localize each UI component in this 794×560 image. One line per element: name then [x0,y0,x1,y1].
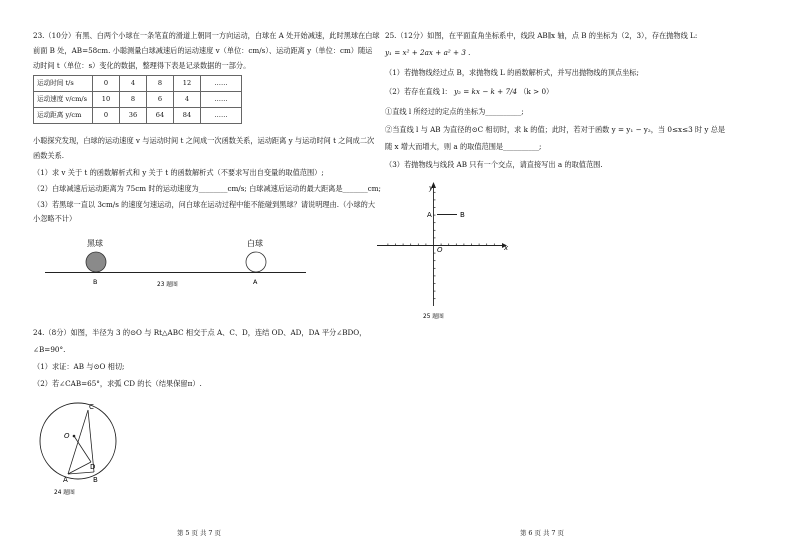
page-number-right: 第 6 页 共 7 页 [520,529,564,537]
q25-figure [385,178,525,318]
table-row [34,76,242,92]
label-a: A [63,476,68,484]
label-c: C [89,403,94,411]
q24-part-1: （1）求证：AB 与⊙O 相切; [33,362,125,371]
q25-caption: 25 题图 [423,314,444,320]
label-b: B [460,211,465,219]
page-number-left: 第 5 页 共 7 页 [177,529,221,537]
q25-part-2-intro: （2）若存在直线 l： [385,87,452,96]
q23-line-3: 动时间 t（单位：s）变化的数据，整理得下表是记录数据的一部分。 [33,61,251,70]
table-cell: 运动时间 t/s [34,76,93,92]
q25-line-1: 25.（12分）如图，在平面直角坐标系中，线段 AB∥x 轴，点 B 的坐标为（2，3），存在抛物线 L: [385,31,698,40]
q25-formula: y₁ = x² + 2ax + a² + 3 . [385,48,471,57]
q24-line-1: 24.（8分）如图，半径为 3 的⊙O 与 Rt△ABC 相交于点 A、C、D，连结 OD、AD，DA 平分∠BDO， [33,328,367,337]
table-cell: 8 [120,92,147,108]
center-dot [73,435,76,438]
table-cell: 0 [93,108,120,124]
table-cell: 36 [120,108,147,124]
table-cell: …… [201,76,242,92]
q24-part-2: （2）若∠CAB=65°，求弧 CD 的长（结果保留π）. [33,379,202,388]
q24-figure [30,398,150,498]
white-ball [246,252,266,272]
q23-line-5: 函数关系. [33,151,65,160]
label-x: x [504,244,509,252]
table-cell: …… [201,108,242,124]
q23-part-1: （1）求 v 关于 t 的函数解析式和 y 关于 t 的函数解析式（不要求写出自变量的取值范围）; [33,168,324,177]
q25-sub-2b: 随 x 增大而增大，则 a 的取值范围是__________; [385,142,542,151]
q24-caption: 24 题图 [54,490,75,496]
white-ball-label: 白球 [247,239,263,248]
table-cell: 运动速度 v/cm/s [34,92,93,108]
segment-od [74,436,91,462]
label-o: O [64,432,70,440]
q23-part-2: （2）白球减速后运动距离为 75cm 时的运动速度为________cm/s; 白球减速后运动的最大距离是_______cm; [33,184,381,193]
point-b-label: B [93,278,98,286]
table-cell: 4 [120,76,147,92]
label-a: A [427,211,432,219]
right-page [385,0,782,560]
table-cell: 84 [174,108,201,124]
table-cell: 6 [147,92,174,108]
table-cell: …… [201,92,242,108]
q23-line-2: 前面 B 处，AB=58cm. 小聪测量白球减速后的运动速度 v（单位：cm/s）、运动距离 y（单位：cm）随运 [33,46,373,55]
q23-figure [0,232,397,312]
q23-part-3: （3）若黑球一直以 3cm/s 的速度匀速运动，问白球在运动过程中能不能碰到黑球？请说明理由.（小球的大 [33,200,376,209]
label-d: D [90,463,96,471]
q25-line-equation: y₂ = kx − k + 7/4 [453,87,518,96]
table-cell: 8 [147,76,174,92]
table-row [34,92,242,108]
table-cell: 0 [93,76,120,92]
label-y: y [429,184,434,192]
point-a-label: A [253,278,258,286]
q23-data-table [33,75,242,124]
q25-sub-1: ①直线 l 所经过的定点的坐标为__________; [385,107,524,116]
q25-part-3: （3）若抛物线与线段 AB 只有一个交点，请直接写出 a 的取值范围. [385,160,603,169]
table-cell: 10 [93,92,120,108]
table-row [34,108,242,124]
q25-sub-2a: ②当直线 l 与 AB 为直径的⊙C 相切时，求 k 的值；此时，若对于函数 y = y₁ − y₂，当 0≤x≤3 时 y 总是 [385,125,726,134]
table-cell: 12 [174,76,201,92]
q23-part-4: 小忽略不计） [33,214,77,223]
q23-caption: 23 题图 [157,282,178,288]
black-ball [86,252,106,272]
label-b: B [93,476,98,484]
table-cell: 64 [147,108,174,124]
q25-part-1: （1）若抛物线经过点 B，求抛物线 L 的函数解析式，并写出抛物线的顶点坐标; [385,68,639,77]
table-cell: 运动距离 y/cm [34,108,93,124]
label-origin: O [437,246,443,254]
q25-part-2 [385,87,553,96]
table-cell: 4 [174,92,201,108]
black-ball-label: 黑球 [87,239,103,248]
q25-part-2-condition: （k > 0） [519,87,554,96]
q24-line-2: ∠B=90°. [33,345,66,354]
q23-line-1: 23.（10分）有黑、白两个小球在一条笔直的滑道上朝同一方向运动，白球在 A 处开始减速，此时黑球在白球 [33,31,380,40]
q23-line-4: 小聪探究发现，白球的运动速度 v 与运动时间 t 之间成一次函数关系，运动距离 y 与运动时间 t 之间成二次 [33,136,375,145]
